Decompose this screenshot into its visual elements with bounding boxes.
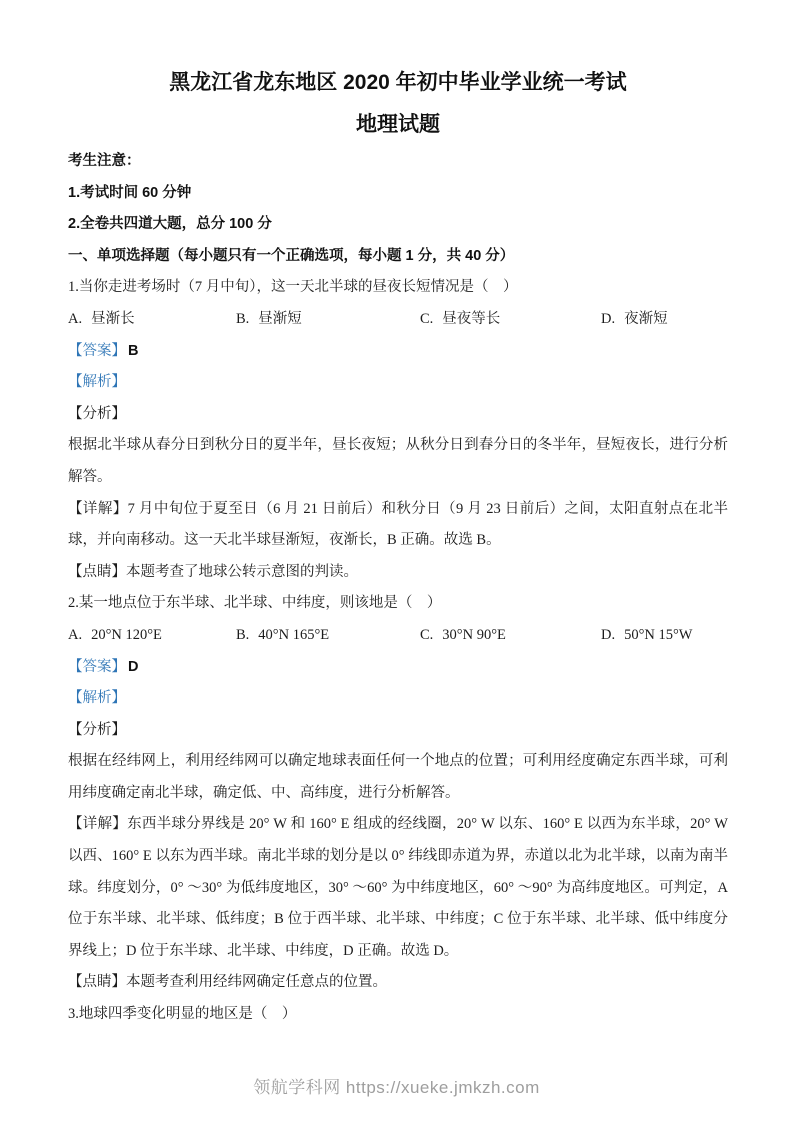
option-row xyxy=(68,620,728,652)
tip-tag: 【点睛】 xyxy=(68,974,126,991)
tip-text: 本题考查利用经纬网确定任意点的位置。 xyxy=(126,974,387,991)
option-text: 30°N 90°E xyxy=(442,626,506,643)
option-text: 20°N 120°E xyxy=(91,626,162,643)
answer-value: B xyxy=(128,342,139,359)
tip-paragraph xyxy=(68,967,728,999)
option-label: A. xyxy=(68,310,83,327)
detail-tag: 【详解】 xyxy=(68,816,128,833)
analysis-tag: 【分析】 xyxy=(68,721,126,738)
analysis-tag-line xyxy=(68,399,728,431)
option-label: A. xyxy=(68,626,83,643)
section-heading: 一、单项选择题（每小题只有一个正确选项，每小题 1 分，共 40 分） xyxy=(68,247,515,264)
detail-paragraph xyxy=(68,809,728,967)
detail-paragraph xyxy=(68,494,728,557)
question-block-3 xyxy=(68,999,728,1031)
question-block-1 xyxy=(68,272,728,588)
watermark: 领航学科网 https://xueke.jmkzh.com xyxy=(253,1078,540,1097)
answer-line xyxy=(68,336,728,368)
detail-tag: 【详解】 xyxy=(68,500,128,517)
doc-title: 黑龙江省龙东地区 2020 年初中毕业学业统一考试 xyxy=(169,71,627,94)
option-text: 夜渐短 xyxy=(624,310,668,327)
option-d xyxy=(601,620,728,652)
option-b xyxy=(236,620,420,652)
option-text: 昼渐短 xyxy=(258,310,302,327)
doc-subtitle: 地理试题 xyxy=(356,113,440,136)
option-label: D. xyxy=(601,310,616,327)
option-text: 50°N 15°W xyxy=(624,626,693,643)
answer-tag: 【答案】 xyxy=(68,342,126,359)
notice-item-time: 1.考试时间 60 分钟 xyxy=(68,184,192,201)
answer-line xyxy=(68,652,728,684)
option-label: C. xyxy=(420,310,434,327)
option-a xyxy=(68,620,236,652)
question-stem: 2.某一地点位于东半球、北半球、中纬度，则该地是（ ） xyxy=(68,595,442,612)
option-label: C. xyxy=(420,626,434,643)
exam-document xyxy=(68,62,728,1031)
answer-tag: 【答案】 xyxy=(68,658,126,675)
question-stem: 1.当你走进考场时（7 月中旬），这一天北半球的昼夜长短情况是（ ） xyxy=(68,279,518,296)
analysis-tag-line xyxy=(68,715,728,747)
explain-line xyxy=(68,683,728,715)
option-text: 昼夜等长 xyxy=(442,310,501,327)
explain-line xyxy=(68,367,728,399)
answer-value: D xyxy=(128,658,139,675)
question-stem: 3.地球四季变化明显的地区是（ ） xyxy=(68,1006,297,1023)
explain-tag: 【解析】 xyxy=(68,374,126,391)
option-a xyxy=(68,304,236,336)
analysis-text: 根据北半球从春分日到秋分日的夏半年，昼长夜短；从秋分日到春分日的冬半年，昼短夜长，进行分析解答。 xyxy=(68,437,728,485)
detail-text: 东西半球分界线是 20° W 和 160° E 组成的经线圈，20° W 以东、160° E 以西为东半球，20° W 以西、160° E 以东为西半球。南北半球的划分是以 0° 纬线即赤道为界，赤道以北为北半球，以南为南半球。纬度划分，0° ～30° 为低纬度地区，30° ～60° 为中纬度地区，60° ～90° 为高纬度地区。可判定，A 位于东半球、北半球、低纬度；B 位于西半球、北半球、中纬度；C 位于东半球、北半球、低中纬度分界线上；D 位于东半球、北半球、中纬度，D 正确。故选 D。 xyxy=(68,816,728,959)
analysis-tag: 【分析】 xyxy=(68,405,126,422)
option-row xyxy=(68,304,728,336)
option-label: B. xyxy=(236,626,250,643)
option-c xyxy=(420,304,601,336)
tip-paragraph xyxy=(68,557,728,589)
explain-tag: 【解析】 xyxy=(68,690,126,707)
detail-text: 7 月中旬位于夏至日（6 月 21 日前后）和秋分日（9 月 23 日前后）之间，太阳直射点在北半球，并向南移动。这一天北半球昼渐短，夜渐长，B 正确。故选 B。 xyxy=(68,500,729,549)
notice-item-score: 2.全卷共四道大题，总分 100 分 xyxy=(68,216,272,233)
option-label: D. xyxy=(601,626,616,643)
option-label: B. xyxy=(236,310,250,327)
notice-heading: 考生注意： xyxy=(68,153,141,169)
option-d xyxy=(601,304,728,336)
option-b xyxy=(236,304,420,336)
question-block-2 xyxy=(68,588,728,999)
tip-tag: 【点睛】 xyxy=(68,563,126,580)
option-text: 40°N 165°E xyxy=(258,626,330,643)
option-c xyxy=(420,620,601,652)
analysis-text: 根据在经纬网上，利用经纬网可以确定地球表面任何一个地点的位置；可利用经度确定东西半球，可利用纬度确定南北半球，确定低、中、高纬度，进行分析解答。 xyxy=(68,753,728,801)
tip-text: 本题考查了地球公转示意图的判读。 xyxy=(126,563,358,580)
option-text: 昼渐长 xyxy=(91,310,135,327)
